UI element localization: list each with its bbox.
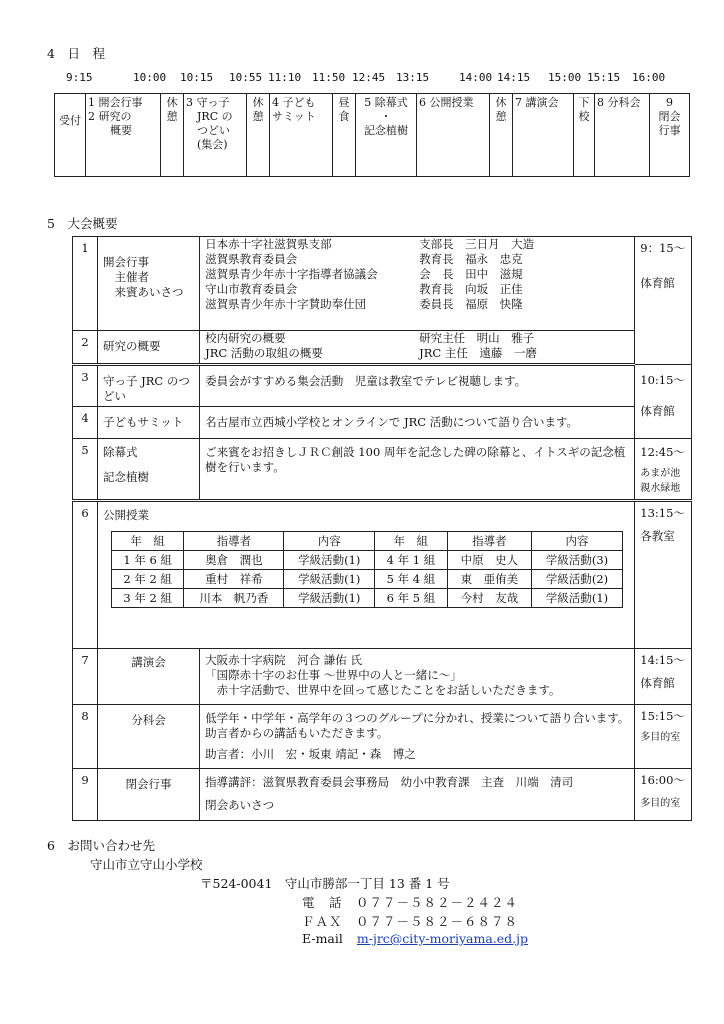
table-header: 指導者 — [184, 532, 284, 551]
table-row — [111, 589, 622, 608]
person-name: 教育長 向坂 正佳 — [419, 282, 523, 296]
row-number: 6 — [73, 501, 98, 649]
row-title: 研究の概要 — [97, 331, 199, 365]
cell: 重村 祥希 — [184, 570, 284, 589]
item-text: 校内研究の概要 — [205, 331, 286, 345]
schedule-cell: 3 守っ子 JRC の つどい (集会) — [184, 94, 247, 177]
time-label: 15:15～ — [640, 709, 685, 723]
cell: 東 亜侑美 — [447, 570, 531, 589]
cell: 奥倉 潤也 — [184, 551, 284, 570]
schedule-cell: 昼食 — [333, 94, 356, 177]
table-header: 内容 — [532, 532, 623, 551]
cell: 3 年 2 組 — [111, 589, 183, 608]
time-label: 12:45～ — [640, 445, 685, 459]
cell: 学級活動(1) — [284, 589, 375, 608]
row-number: 2 — [73, 331, 98, 365]
section-6-title: 6 お問い合わせ先 — [47, 838, 155, 853]
table-header: 内容 — [284, 532, 375, 551]
table-header: 年 組 — [111, 532, 183, 551]
row-content: 名古屋市立西城小学校とオンラインで JRC 活動について語り合います。 — [200, 407, 635, 439]
row-number: 4 — [73, 407, 98, 439]
advisors: 助言者：小川 宏・坂東 靖記・森 博之 — [205, 747, 416, 761]
time-label: 16:00～ — [640, 773, 685, 787]
person-name: 支部長 三日月 大造 — [419, 237, 535, 251]
fax: ＦＡＸ ０７７－５８２－６８７８ — [302, 914, 519, 929]
row-content: 指導講評：滋賀県教育委員会事務局 幼小中教育課 主査 川端 清司 — [205, 775, 574, 789]
schedule-table — [54, 93, 690, 177]
place-label: あまが池親水緑地 — [640, 468, 681, 494]
place-label: 多目的室 — [640, 732, 681, 743]
time-label: 10:15～ — [640, 373, 685, 387]
cell: 4 年 1 組 — [375, 551, 447, 570]
row-title: 守っ子 JRC のつどい — [97, 365, 199, 407]
section-4-title: 4 日 程 — [47, 46, 105, 61]
cell: 今村 友哉 — [447, 589, 531, 608]
cell: 学級活動(1) — [532, 589, 623, 608]
row-content: ご来賓をお招きしＪＲＣ創設 100 周年を記念した碑の除幕と、イトスギの記念植樹を行います。 — [200, 439, 635, 501]
cell: 学級活動(1) — [284, 570, 375, 589]
time-label: 11:50 — [312, 71, 346, 84]
lecturer: 大阪赤十字病院 河合 謙佑 氏 — [205, 653, 362, 667]
table-row — [111, 570, 622, 589]
row-number: 3 — [73, 365, 98, 407]
table-header: 年 組 — [375, 532, 447, 551]
time-label: 12:45 — [352, 71, 386, 84]
cell: 学級活動(2) — [532, 570, 623, 589]
place-label: 体育館 — [640, 276, 675, 290]
time-label: 10:00 — [133, 71, 167, 84]
place-label: 各教室 — [640, 529, 675, 543]
phone: 電 話 ０７７－５８２－２４２４ — [302, 895, 519, 910]
schedule-cell: 7 講演会 — [513, 94, 574, 177]
time-label: 14:15～ — [640, 653, 685, 667]
row-title: 公開授業 — [102, 508, 149, 522]
row-number: 9 — [73, 769, 98, 821]
row-title: 開会行事 主催者 来賓あいさつ — [97, 237, 199, 331]
row-content: 低学年・中学年・高学年の３つのグループに分かれ、授業について語り合います。助言者からの講話もいただきます。 — [205, 711, 630, 740]
schedule-cell: 8 分科会 — [595, 94, 650, 177]
address: 〒524-0041 守山市勝部一丁目 13 番 1 号 — [200, 876, 450, 891]
row-number: 1 — [73, 237, 98, 331]
org-name: 滋賀県青少年赤十字指導者協議会 — [205, 267, 378, 281]
time-label: 9:15 — [66, 71, 93, 84]
schedule-cell: 1 開会行事 2 研究の 概要 — [86, 94, 161, 177]
row-title: 記念植樹 — [102, 470, 149, 484]
time-label: 15:15 — [587, 71, 621, 84]
row-title: 子どもサミット — [97, 407, 199, 439]
org-name: 滋賀県教育委員会 — [205, 252, 298, 266]
time-label: 15:00 — [548, 71, 582, 84]
place-label: 多目的室 — [640, 798, 681, 809]
table-row — [111, 551, 622, 570]
org-name: 滋賀県青少年赤十字賛助奉仕団 — [205, 297, 367, 311]
schedule-cell: 下校 — [574, 94, 595, 177]
item-text: JRC 活動の取組の概要 — [205, 346, 323, 360]
cell: 6 年 5 組 — [375, 589, 447, 608]
cell: 5 年 4 組 — [375, 570, 447, 589]
schedule-cell: 6 公開授業 — [417, 94, 490, 177]
schedule-cell: 休憩 — [490, 94, 513, 177]
time-label: 11:10 — [268, 71, 302, 84]
cell: 川本 帆乃香 — [184, 589, 284, 608]
time-label: 16:00 — [632, 71, 666, 84]
row-content: 閉会あいさつ — [205, 798, 275, 812]
row-title: 除幕式 — [102, 445, 138, 459]
row-title: 分科会 — [97, 705, 199, 769]
section-5-title: 5 大会概要 — [47, 216, 118, 231]
lecture-desc: 赤十字活動で、世界中を回って感じたことをお話しいただきます。 — [205, 683, 561, 697]
person-name: 委員長 福原 快隆 — [419, 297, 523, 311]
row-number: 8 — [73, 705, 98, 769]
time-label: 14:15 — [497, 71, 531, 84]
row-number: 5 — [73, 439, 98, 501]
schedule-cell: 休憩 — [161, 94, 184, 177]
time-label: 13:15～ — [640, 506, 685, 520]
cell: 2 年 2 組 — [111, 570, 183, 589]
overview-table — [72, 236, 692, 821]
row-title: 閉会行事 — [97, 769, 199, 821]
schedule-cell: 休憩 — [247, 94, 270, 177]
org-name: 日本赤十字社滋賀県支部 — [205, 237, 332, 251]
time-label: 9：15～ — [640, 241, 686, 255]
cell: 中原 史人 — [447, 551, 531, 570]
email-label: E-mail — [302, 931, 343, 946]
place-label: 体育館 — [640, 676, 675, 690]
schedule-cell: 5 除幕式 ・ 記念植樹 — [356, 94, 417, 177]
time-label: 13:15 — [396, 71, 430, 84]
lecture-title: 「国際赤十字のお仕事 ～世界中の人と一緒に～」 — [205, 668, 462, 682]
open-class-table — [111, 531, 623, 608]
schedule-cell: 9 閉会 行事 — [650, 94, 690, 177]
person-name: 教育長 福永 忠克 — [419, 252, 523, 266]
schedule-cell: 4 子ども サミット — [270, 94, 333, 177]
time-label: 10:55 — [229, 71, 263, 84]
cell: 1 年 6 組 — [111, 551, 183, 570]
table-header: 指導者 — [447, 532, 531, 551]
person-name: 会 長 田中 滋規 — [419, 267, 523, 281]
time-label: 10:15 — [180, 71, 214, 84]
school-name: 守山市立守山小学校 — [90, 857, 203, 872]
row-title: 講演会 — [97, 649, 199, 705]
schedule-cell: 受付 — [55, 94, 86, 177]
org-name: 守山市教育委員会 — [205, 282, 298, 296]
email-link[interactable]: m-jrc@city-moriyama.ed.jp — [356, 931, 529, 946]
place-label: 体育館 — [640, 404, 675, 418]
row-content: 委員会がすすめる集会活動 児童は教室でテレビ視聴します。 — [200, 365, 635, 407]
time-label: 14:00 — [459, 71, 493, 84]
person-name: JRC 主任 遠藤 一磨 — [419, 346, 537, 360]
cell: 学級活動(3) — [532, 551, 623, 570]
person-name: 研究主任 明山 雅子 — [419, 331, 535, 345]
row-number: 7 — [73, 649, 98, 705]
cell: 学級活動(1) — [284, 551, 375, 570]
